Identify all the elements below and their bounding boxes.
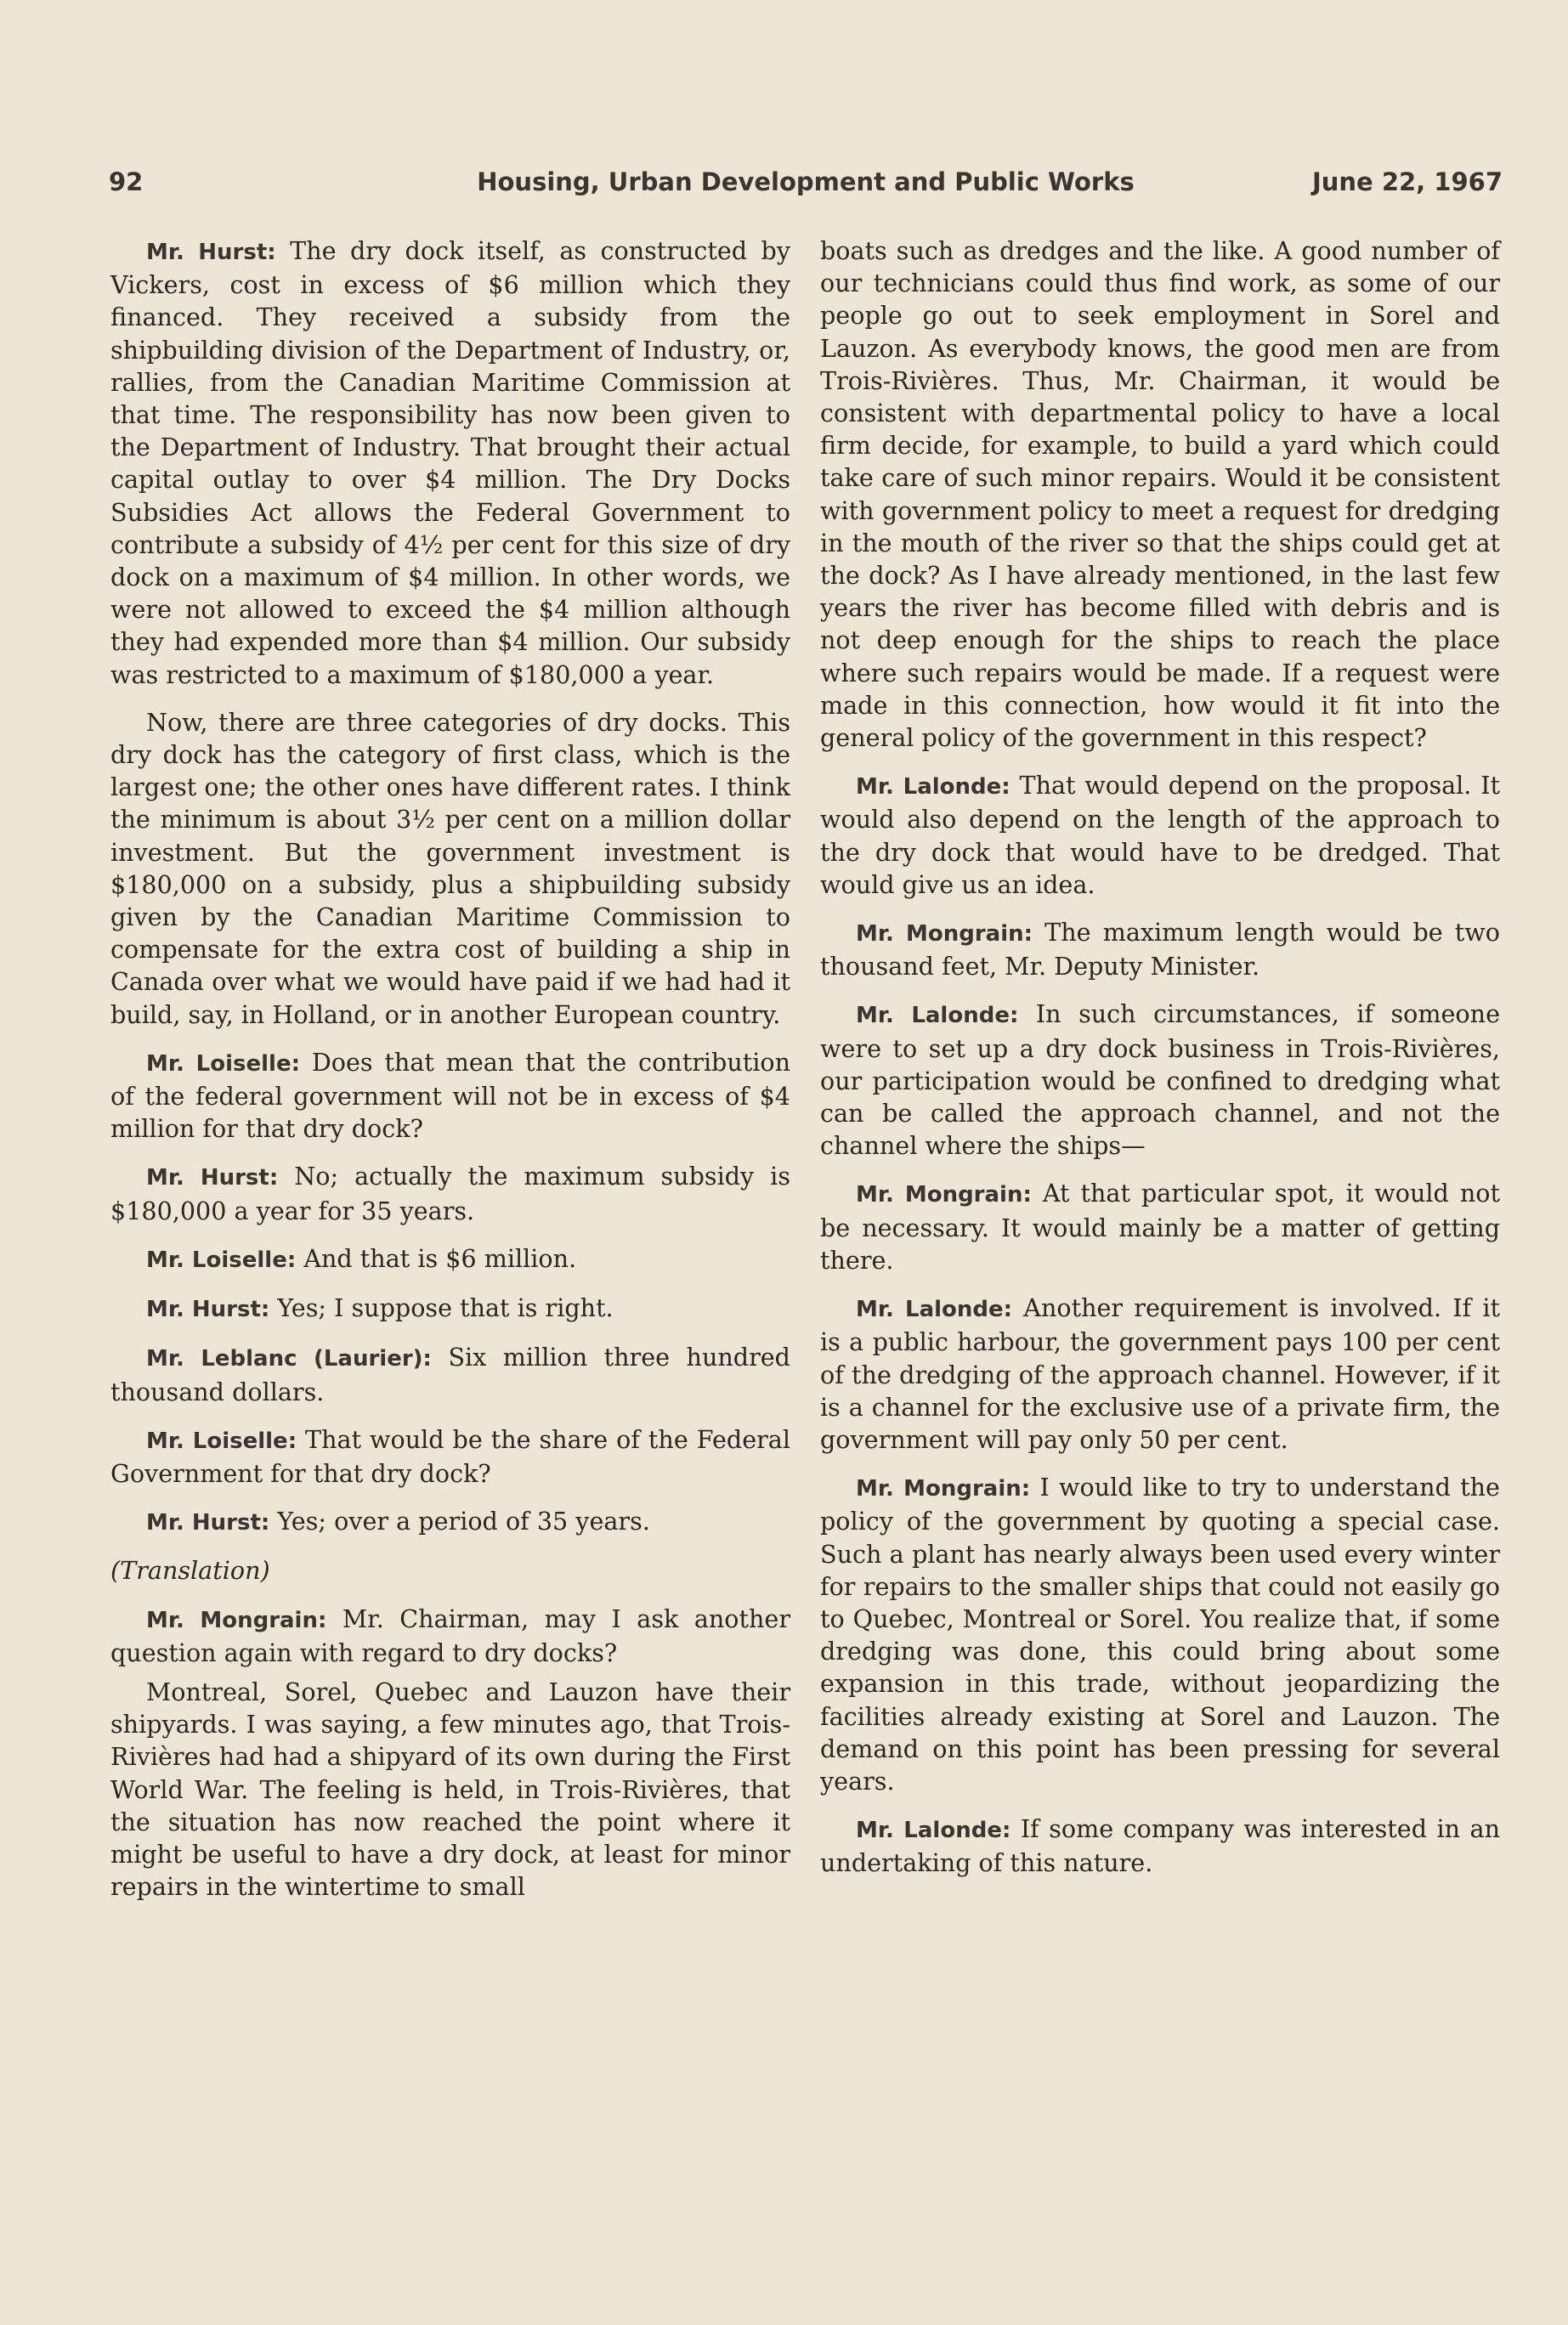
speaker-name: Mr. Leblanc (Laurier): [146,1346,432,1372]
running-title: Housing, Urban Development and Public Works [477,167,1135,196]
paragraph-text: I would like to try to understand the policy of the government by quoting a special case. Such a plant has nearly always been used every winter for repairs to the smaller ships that could not easily go to Quebec, Montreal or Sorel. You realize that, if some dredging was done, this could bring about some expansion in this trade, without jeopardizing the facilities already existing at Sorel and Lauzon. The demand on this point has been pressing for several years. [820,1473,1500,1796]
paragraph-text: Another requirement is involved. If it is a public harbour, the government pays 100 per cent of the dredging of the approach channel. However, if it is a channel for the exclusive use of a private firm, the government will pay only 50 per cent. [820,1293,1500,1454]
paragraph-text: The dry dock itself, as constructed by Vickers, cost in excess of $6 million which they financed. They received a subsidy from the shipbuilding division of the Department of Industry, or, rallies, from the Canadian Maritime Commission at that time. The responsibility has now been given to the Department of Industry. That brought their actual capital outlay to over $4 million. The Dry Docks Subsidies Act allows the Federal Government to contribute a subsidy of 4½ per cent for this size of dry dock on a maximum of $4 million. In other words, we were not allowed to exceed the $4 million although they had expended more than $4 million. Our subsidy was restricted to a maximum of $180,000 a year. [110,236,791,689]
paragraph [110,1242,790,1276]
speaker-name: Mr. Hurst: [146,1510,270,1536]
paragraph [820,998,1500,1162]
paragraph-text: Six million three hundred thousand dollars. [110,1343,790,1406]
speaker-name: Mr. Lalonde: [856,774,1010,800]
speaker-name: Mr. Hurst: [146,1165,279,1191]
paragraph [820,769,1500,901]
paragraph [820,1292,1500,1456]
translation-note [110,1554,790,1587]
paragraph [110,1423,790,1490]
paragraph-text: That would be the share of the Federal Government for that dry dock? [110,1424,790,1488]
paragraph-text: Mr. Chairman, may I ask another question again with regard to dry docks? [110,1604,790,1667]
speaker-name: Mr. Mongrain: [856,921,1033,948]
paragraph-text: Montreal, Sorel, Quebec and Lauzon have their shipyards. I was saying, a few minutes ago, that Trois-Rivières had had a shipyard of its own during the First World War. The feeling is held, in Trois-Rivières, that the situation has now reached the point where it might be useful to have a dry dock, at least for minor repairs in the wintertime to small [110,1677,790,1902]
paragraph-text: boats such as dredges and the like. A good number of our technicians could thus find work, as some of our people go out to seek employment in Sorel and Lauzon. As everybody knows, the good men are from Trois-Rivières. Thus, Mr. Chairman, it would be consistent with departmental policy to have a local firm decide, for example, to build a yard which could take care of such minor repairs. Would it be consistent with government policy to meet a request for dredging in the mouth of the river so that the ships could get at the dock? As I have already mentioned, in the last few years the river has become filled with debris and is not deep enough for the ships to reach the place where such repairs would be made. If a request were made in this connection, how would it fit into the general policy of the government in this respect? [820,236,1500,753]
paragraph [110,1603,790,1669]
paragraph-text: That would depend on the proposal. It would also depend on the length of the approach to the dry dock that would have to be dredged. That would give us an idea. [820,771,1500,899]
paragraph [820,916,1500,982]
paragraph-text: (Translation) [110,1556,270,1586]
page-header [109,167,1503,210]
paragraph-text: No; actually the maximum subsidy is $180,000 a year for 35 years. [110,1162,791,1225]
paragraph-text: Now, there are three categories of dry docks. This dry dock has the category of first class, which is the largest one; the other ones have different rates. I think the minimum is about 3½ per cent on a million dollar investment. But the government investment is $180,000 on a subsidy, plus a shipbuilding subsidy given by the Canadian Maritime Commission to compensate for the extra cost of building a ship in Canada over what we would have paid if we had had it build, say, in Holland, or in another European country. [110,707,790,1029]
paragraph [820,1813,1500,1879]
speaker-name: Mr. Mongrain: [856,1182,1032,1208]
page-number: 92 [109,167,144,196]
speaker-name: Mr. Hurst: [146,1297,270,1323]
paragraph [110,706,790,1031]
paragraph-text: Does that mean that the contribution of the federal government will not be in excess of $4 million for that dry dock? [110,1047,790,1144]
paragraph [110,1046,790,1146]
header-date: June 22, 1967 [1311,167,1503,196]
paragraph [820,235,1500,754]
speaker-name: Mr. Lalonde: [856,1003,1019,1029]
paragraph-text: In such circumstances, if someone were to set up a dry dock business in Trois-Rivières, our participation would be confined to dredging what can be called the approach channel, and not the channel where the ships— [820,999,1500,1161]
speaker-name: Mr. Hurst: [146,240,276,265]
paragraph [110,1160,790,1226]
paragraph-text: And that is $6 million. [303,1243,577,1273]
paragraph-text: At that particular spot, it would not be necessary. It would mainly be a matter of getting there. [820,1179,1500,1275]
paragraph [110,1292,790,1326]
paragraph [110,235,790,691]
speaker-name: Mr. Loiselle: [146,1428,297,1454]
paragraph [110,1505,790,1539]
paragraph-text: Yes; over a period of 35 years. [277,1507,650,1536]
speaker-name: Mr. Lalonde: [856,1297,1013,1323]
speaker-name: Mr. Mongrain: [856,1476,1031,1502]
right-column [820,235,1500,1895]
speaker-name: Mr. Mongrain: [146,1607,327,1633]
speaker-name: Mr. Loiselle: [146,1247,297,1273]
left-column [110,235,790,1918]
paragraph-text: The maximum length would be two thousand feet, Mr. Deputy Minister. [820,918,1500,981]
paragraph [820,1177,1500,1276]
paragraph-text: Yes; I suppose that is right. [277,1293,614,1323]
speaker-name: Mr. Loiselle: [146,1050,300,1077]
paragraph [110,1676,790,1903]
paragraph-text: If some company was interested in an undertaking of this nature. [820,1814,1500,1878]
speaker-name: Mr. Lalonde: [856,1818,1011,1844]
paragraph [110,1341,790,1407]
paragraph [820,1471,1500,1797]
